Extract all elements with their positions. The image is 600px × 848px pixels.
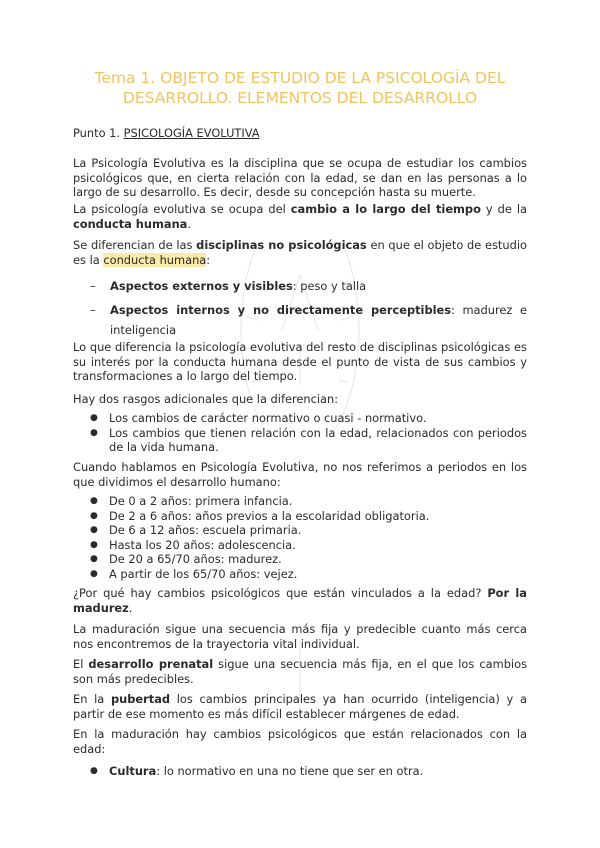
list-cultura: [73, 764, 527, 779]
title-line-1: Tema 1. OBJETO DE ESTUDIO DE LA PSICOLOGÍA DEL: [94, 69, 506, 87]
paragraph-8: La maduración sigue una secuencia más fija y predecible cuanto más cerca nos encontremos de la trayectoria vital individual.: [73, 622, 527, 651]
paragraph-3: Se diferencian de las disciplinas no psicológicas en que el objeto de estudio es la conducta humana:: [73, 238, 527, 267]
list-item: ● De 6 a 12 años: escuela primaria.: [90, 523, 302, 538]
dash-item-2: – Aspectos internos y no directamente perceptibles: madurez e inteligencia: [90, 303, 527, 337]
section-heading: [73, 126, 527, 141]
paragraph-5: Hay dos rasgos adicionales que la diferencian:: [73, 392, 339, 406]
highlight-conducta-humana: conducta humana: [103, 252, 207, 267]
list-item: ● Cultura: lo normativo en una no tiene que ser en otra.: [90, 764, 424, 778]
section-prefix: Punto 1.: [73, 126, 124, 140]
list-item: ● Los cambios de carácter normativo o cuasi - normativo.: [90, 411, 427, 425]
list-item: ● De 0 a 2 años: primera infancia.: [90, 494, 293, 508]
section-heading-text: PSICOLOGÍA EVOLUTIVA: [123, 126, 260, 140]
paragraph-10: En la pubertad los cambios principales ya han ocurrido (inteligencia) y a partir de ese momento es más difícil establecer márgenes de edad.: [73, 692, 527, 721]
paragraph-9: El desarrollo prenatal sigue una secuencia más fija, en el que los cambios son más predecibles.: [73, 657, 527, 686]
paragraph-1: La Psicología Evolutiva es la disciplina que se ocupa de estudiar los cambios psicológicos que, en cierta relación con la edad, se dan en las personas a lo largo de su desarrollo. Es decir, desde su concepción hasta su muerte.: [73, 156, 527, 200]
paragraph-4: Lo que diferencia la psicología evolutiva del resto de disciplinas psicológicas es su interés por la conducta humana desde el punto de vista de sus cambios y transformaciones a lo largo del tiempo.: [73, 340, 527, 384]
list-item: ● Hasta los 20 años: adolescencia.: [90, 537, 296, 552]
document-title: [0, 68, 600, 108]
paragraph-2: La psicología evolutiva se ocupa del cambio a lo largo del tiempo y de la conducta humana.: [73, 202, 527, 231]
list-item: ● A partir de los 65/70 años: vejez.: [90, 566, 298, 581]
paragraph-11: En la maduración hay cambios psicológicos que están relacionados con la edad:: [73, 727, 527, 756]
list-periodos: [73, 494, 527, 582]
list-item: ● De 2 a 6 años: años previos a la escolaridad obligatoria.: [90, 508, 430, 523]
paragraph-7: ¿Por qué hay cambios psicológicos que están vinculados a la edad? Por la madurez.: [73, 586, 527, 615]
dash-item-1: – Aspectos externos y visibles: peso y talla: [90, 279, 367, 293]
title-line-2: DESARROLLO. ELEMENTOS DEL DESARROLLO: [122, 89, 478, 107]
list-item: ● Los cambios que tienen relación con la edad, relacionados con periodos de la vida humana.: [90, 425, 527, 455]
paragraph-6: Cuando hablamos en Psicología Evolutiva, no nos referimos a periodos en los que dividimos el desarrollo humano:: [73, 460, 527, 489]
list-rasgos: [73, 411, 527, 455]
list-item: ● De 20 a 65/70 años: madurez.: [90, 552, 282, 567]
